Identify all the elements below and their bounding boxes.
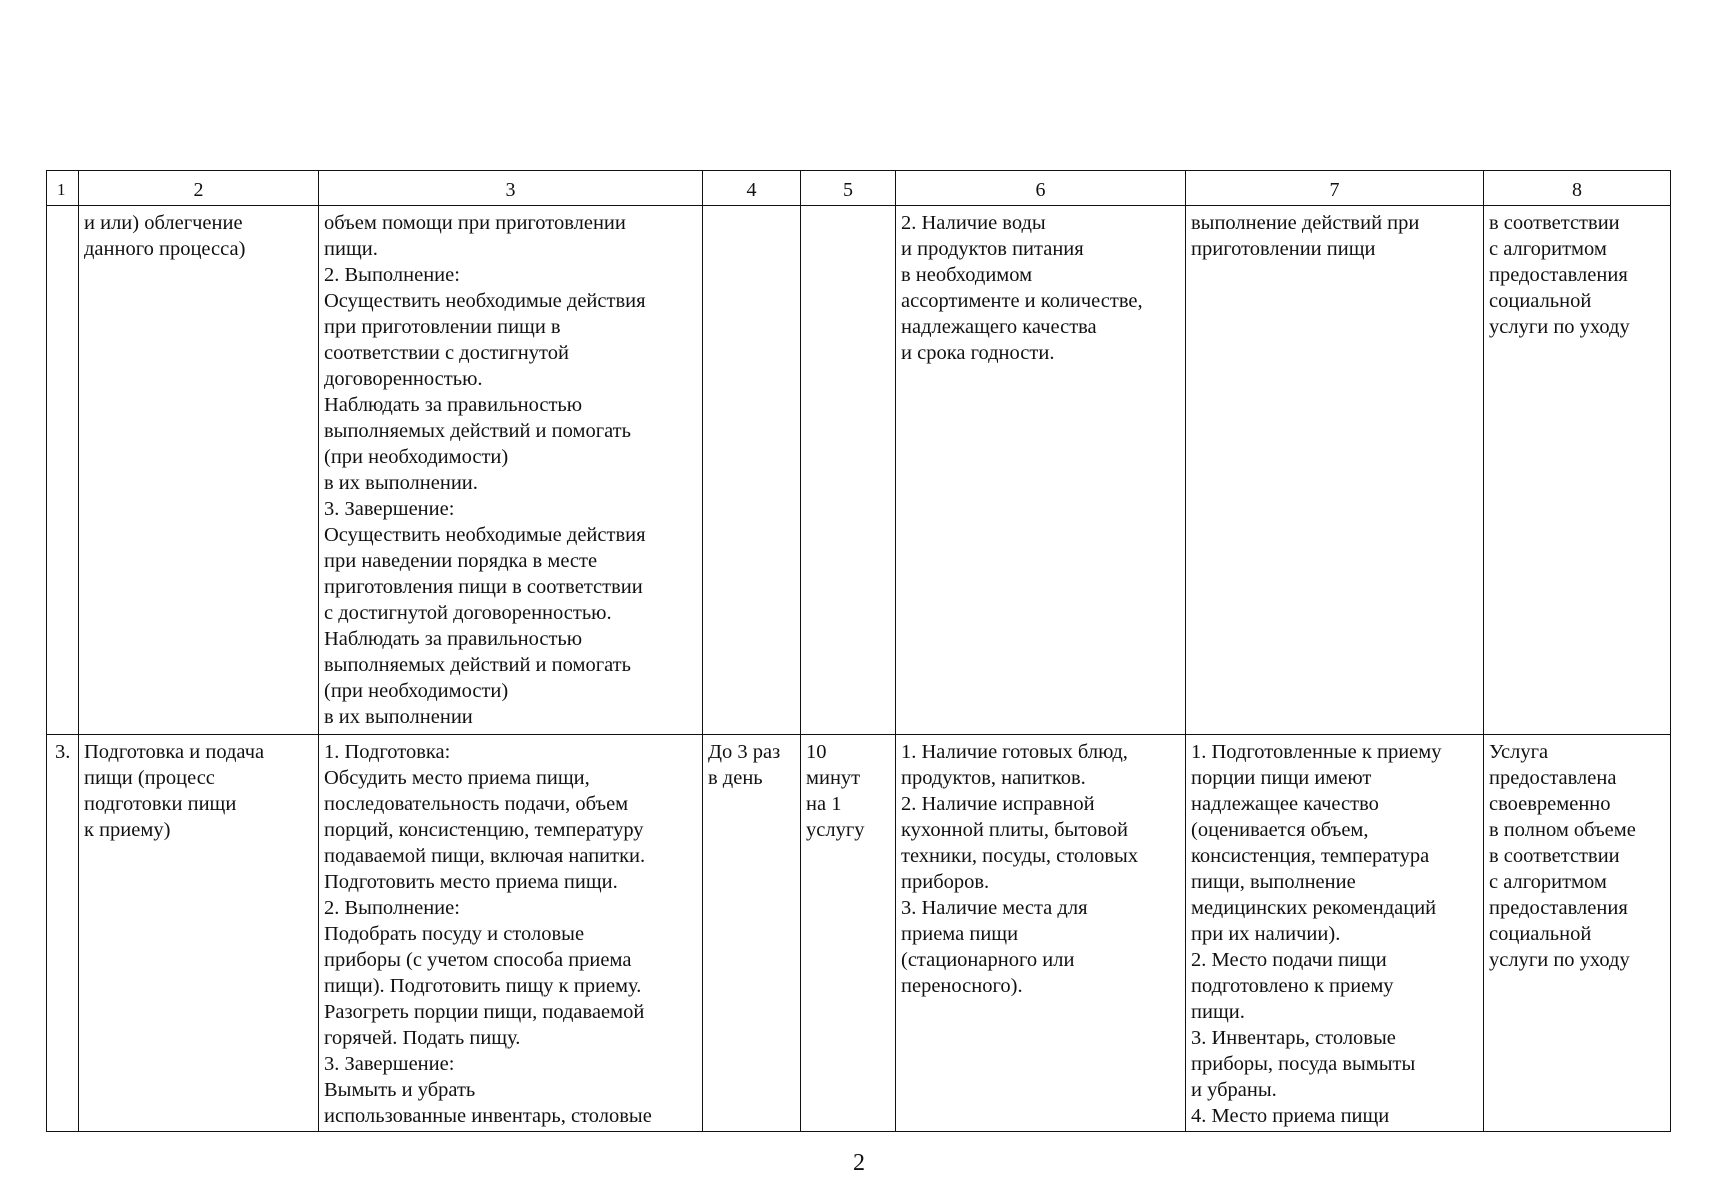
column-header-3: 3 [319, 171, 703, 206]
assessment-cell: в соответствии с алгоритмом предоставления социальной услуги по уходу [1484, 206, 1671, 735]
service-name-cell: Подготовка и подача пищи (процесс подготовки пищи к приему) [79, 735, 319, 1132]
service-content-cell: объем помощи при приготовлении пищи. 2. Выполнение: Осуществить необходимые действия при приготовлении пищи в соответствии с достигнутой договоренностью. Наблюдать за правильностью выполняемых действий и помогать (при необходимости) в их выполнении. 3. Завершение: Осуществить необходимые действия при наведении порядка в месте приготовления пищи в соответствии с достигнутой договоренностью. Наблюдать за правильностью выполняемых действий и помогать (при необходимости) в их выполнении [319, 206, 703, 735]
column-header-6: 6 [896, 171, 1186, 206]
column-header-5: 5 [801, 171, 896, 206]
service-name-cell: и или) облегчение данного процесса) [79, 206, 319, 735]
conditions-cell: 1. Наличие готовых блюд, продуктов, напитков. 2. Наличие исправной кухонной плиты, бытовой техники, посуды, столовых приборов. 3. Наличие места для приема пищи (стационарного или переносного). [896, 735, 1186, 1132]
result-cell: выполнение действий при приготовлении пищи [1186, 206, 1484, 735]
table-row [47, 206, 1671, 735]
row-number-cell: 3. [47, 735, 79, 1132]
conditions-cell: 2. Наличие воды и продуктов питания в необходимом ассортименте и количестве, надлежащего качества и срока годности. [896, 206, 1186, 735]
column-number-header-row [47, 171, 1671, 206]
duration-cell [801, 206, 896, 735]
page-number: 2 [853, 1150, 865, 1176]
column-header-4: 4 [703, 171, 801, 206]
table-row [47, 735, 1671, 1132]
service-content-cell: 1. Подготовка: Обсудить место приема пищи, последовательность подачи, объем порций, консистенцию, температуру подаваемой пищи, включая напитки. Подготовить место приема пищи. 2. Выполнение: Подобрать посуду и столовые приборы (с учетом способа приема пищи). Подготовить пищу к приему. Разогреть порции пищи, подаваемой горячей. Подать пищу. 3. Завершение: Вымыть и убрать использованные инвентарь, столовые [319, 735, 703, 1132]
result-cell: 1. Подготовленные к приему порции пищи имеют надлежащее качество (оценивается объем, консистенция, температура пищи, выполнение медицинских рекомендаций при их наличии). 2. Место подачи пищи подготовлено к приему пищи. 3. Инвентарь, столовые приборы, посуда вымыты и убраны. 4. Место приема пищи [1186, 735, 1484, 1132]
row-number-cell [47, 206, 79, 735]
column-header-2: 2 [79, 171, 319, 206]
column-header-1: 1 [47, 171, 79, 206]
services-table [46, 170, 1671, 1132]
frequency-cell [703, 206, 801, 735]
duration-cell: 10 минут на 1 услугу [801, 735, 896, 1132]
frequency-cell: До 3 раз в день [703, 735, 801, 1132]
column-header-8: 8 [1484, 171, 1671, 206]
column-header-7: 7 [1186, 171, 1484, 206]
assessment-cell: Услуга предоставлена своевременно в полном объеме в соответствии с алгоритмом предоставления социальной услуги по уходу [1484, 735, 1671, 1132]
